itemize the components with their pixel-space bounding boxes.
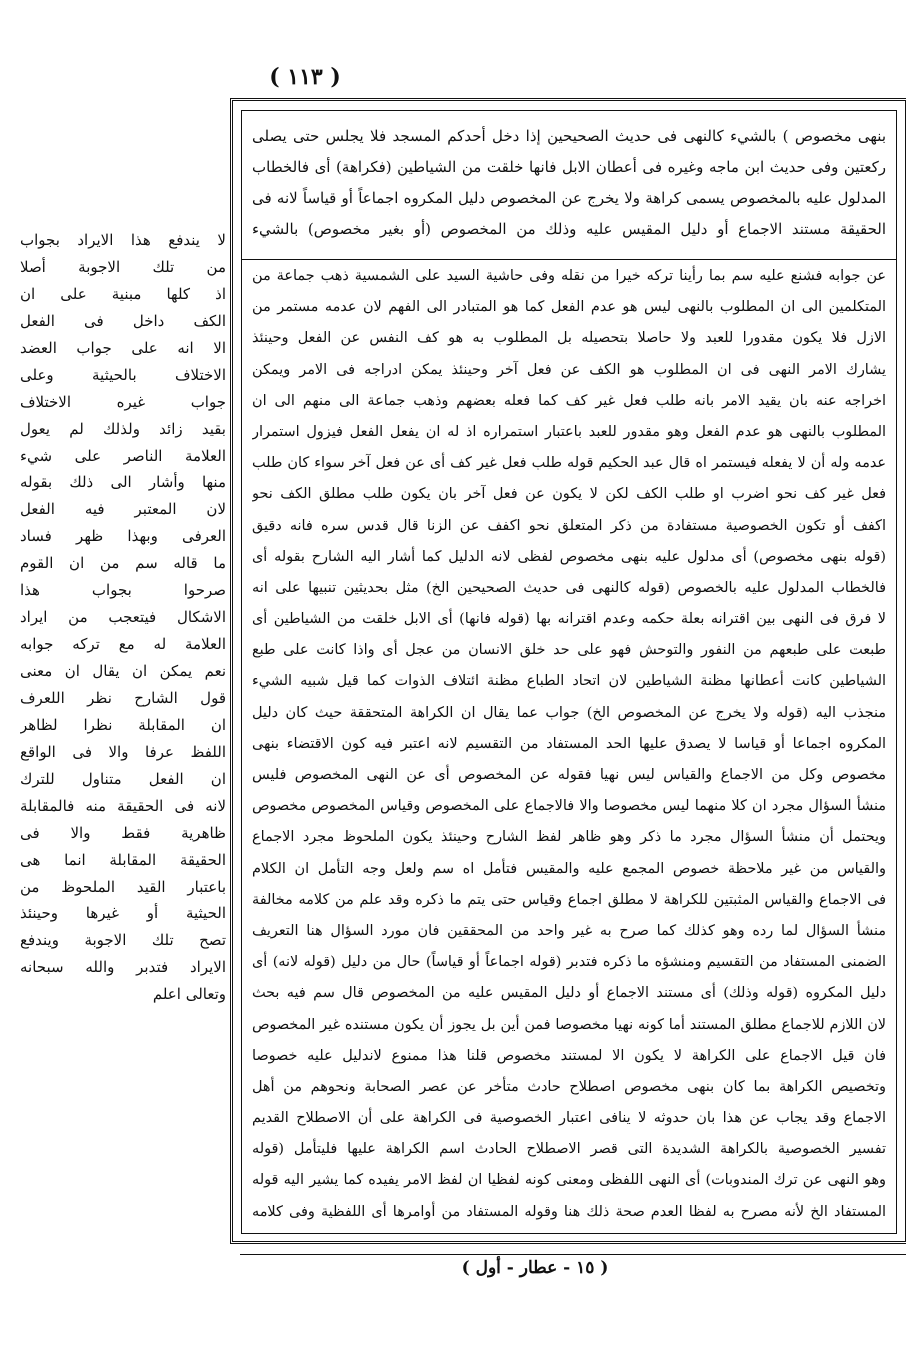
margin-note-line: ظاهرية فقط والا فى <box>20 823 226 842</box>
margin-note-line: العلامة له مع تركه جوابه <box>20 635 226 654</box>
margin-note-line: من تلك الاجوبة أصلا <box>20 257 226 276</box>
text-line: اكفف أو تكون الخصوصية مستفادة من ذكر المتعلق نحو اكفف عن الزنا قال قدس سره فانه دقيق <box>252 517 886 534</box>
text-line: ويحتمل أن منشأ السؤال مجرد ما ذكر وهو ظاهر لفظ الشارح وحينئذ يكون الملحوظ مجرد الاجماع <box>252 829 886 846</box>
margin-note-line: لان المعتبر فيه الفعل <box>20 500 226 519</box>
text-line: فان قيل الاجماع على الكراهة لا يكون الا لمستند مخصوص قلنا هذا ممنوع لاندليل عليه خصوصا <box>252 1047 886 1064</box>
margin-note-line: ما قاله سم من ان القوم <box>20 554 226 573</box>
margin-note-line: لا يندفع هذا الايراد بجواب <box>20 231 226 249</box>
text-line: لان اللازم للاجماع مطلق المستند أما كونه نهيا مخصوصا فمن أين بل يجوز أن يكون مستنده غير المخصوص <box>252 1016 886 1033</box>
text-line: الشياطين كانت أعطانها مظنة الشياطين لان اتحاد الطباع مظنة ائتلاف الذوات كما قيل شبيه الشيء <box>252 673 886 690</box>
text-line: الحقيقة مستند الاجماع أو دليل المقيس عليه وذلك من المخصوص (أو بغير مخصوص) بالشيء <box>252 220 886 238</box>
margin-note-line: اذ كلها مبنية على ان <box>20 284 226 303</box>
text-line: وهو النهى عن ترك المندوبات) أى النهى اللفظى ومعنى كونه لفظيا ان لفظ الامر يفيده كما يشير اليه قوله <box>252 1172 886 1189</box>
text-line: الاجماع وقد يجاب عن هذا بان حدوثه لا ينافى اعتبار الخصوصية فى الكراهة على أن الاصطلاح القديم <box>252 1110 886 1127</box>
margin-note-line: العرفى وبهذا ظهر فساد <box>20 527 226 546</box>
margin-note-line: باعتبار القيد الملحوظ من <box>20 877 226 896</box>
text-line: يشارك الامر النهى فى ان المطلوب هو الكف عن فعل آخر وحينئذ يمكن ادراجه فى الامر ويمكن <box>252 361 886 378</box>
margin-note-line: الا انه على جواب العضد <box>20 338 226 357</box>
text-line: عدمه وله أن لا يفعله فيستمر اه قال عبد الحكيم قوله طلب فعل غير كف أى عن فعل آخر سواء كان طلب <box>252 455 886 472</box>
margin-note-line: لانه فى الحقيقة منه فالمقابلة <box>20 796 226 815</box>
text-line: الازل فلا يكون مقدورا للعبد ولا حاصلا بتحصيله بل المطلوب به هو كف النفس عن الفعل وحينئذ <box>252 330 886 347</box>
margin-note-line: تصح تلك الاجوبة ويندفع <box>20 931 226 950</box>
text-line: ركعتين وفى حديث ابن ماجه وغيره فى أعطان الابل فانها خلقت من الشياطين (فكراهة) أى فالخطاب <box>252 158 886 176</box>
text-line: تفسير الخصوصية بالكراهة الشديدة التى قصر الاصطلاح الحادث اسم الكراهة عليها فليتأمل (قوله <box>252 1141 886 1158</box>
text-line: المتكلمين الى ان المطلوب بالنهى ليس هو عدم الفعل كما هو المتبادر الى الفهم لان عدمه مستمر من <box>252 299 886 316</box>
page-number: ( ١١٣ ) <box>269 64 341 90</box>
text-line: والقياس من غير ملاحظة خصوص المجمع عليه والمقيس فتأمل اه سم ولعل وجه التأمل ان الكلام <box>252 860 886 877</box>
text-line: دليل المكروه (قوله وذلك) أى مستند الاجماع أو دليل المقيس عليه من المخصوص قال سم فيه بحث <box>252 985 886 1002</box>
text-line: المستفاد الخ لأنه مصرح به لفظا العدم صحة ذلك هنا وقوله المستفاد من أوامرها أى اللفظية وفى كلامه <box>252 1203 886 1220</box>
margin-note-line: نعم يمكن ان يقال ان معنى <box>20 662 226 680</box>
text-line: المدلول عليه بالمخصوص يسمى كراهة ولا يخرج عن المخصوص دليل المكروه اجماعاً أو قياساً لانه فى <box>252 189 886 207</box>
margin-note-line: ان الفعل متناول للترك <box>20 769 226 788</box>
text-line: اخراجه عنه بان يقيد الامر بانه طلب فعل غير كف كما فعله بعضهم وذهب جماعة الى منهم الى ان <box>252 392 886 409</box>
text-line: الضمنى المستفاد من التقسيم ومنشؤه ما ذكره فتدبر (قوله اجماعاً أو قياساً) حال من دليل (قوله لانه) أى <box>252 954 886 971</box>
text-line: (قوله بنهى مخصوص) أى مدلول عليه بنهى مخصوص لفظى لانه الدليل كما أشار اليه الشارح بقوله أى <box>252 548 886 565</box>
text-line: طبعت على طبعهم من النفور والتوحش فهو على حد خلق الانسان من عجل أى واذا كانت على طبع <box>252 642 886 659</box>
commentary-block <box>242 261 896 1228</box>
text-line: منشأ السؤال مجرد ان كلا منهما ليس مخصوصا والا فالاجماع على المخصوص وقياس المخصوص مخصوص <box>252 798 886 815</box>
text-line: فى الاجماع والقياس المثبتين للكراهة لا مطلق اجماع وقياس حتى يتم ما ذكره وقد علم من كلامه مخالفة <box>252 891 886 908</box>
margin-note-line: جواب غيره الاختلاف <box>20 392 226 411</box>
text-line: عن جوابه فشنع عليه سم بما رأينا تركه خيرا من نقله وفى حاشية السيد على الشمسية ذهب جماعة من <box>252 268 886 284</box>
margin-note-line: صرحوا بجواب هذا <box>20 581 226 600</box>
footer-signature: ( ١٥ - عطار - أول ) <box>461 1258 609 1278</box>
text-line: لا فرق فى النهى بين اقترانه بعلة حكمه وعدم اقترانه بها (قوله فانها) أى الابل خلقت من الشياطين أى <box>252 611 886 628</box>
text-line: فعل غير كف نحو اضرب او طلب الكف لكن لا يكون عن فعل آخر بان يكون طلب مطلق الكف نحو <box>252 486 886 503</box>
margin-note-line: الحيثية أو غيرها وحينئذ <box>20 904 226 923</box>
margin-note-line: الحقيقة المقابلة انما هى <box>20 850 226 869</box>
margin-note-line: الاشكال فيتعجب من ايراد <box>20 608 226 627</box>
margin-note-line: الاختلاف بالحيثية وعلى <box>20 365 226 384</box>
main-text-block <box>242 121 896 245</box>
margin-note-line: العلامة الناصر على شيء <box>20 446 226 465</box>
text-line: فالخطاب المدلول عليه بالخصوص (قوله كالنهى فى حديث الصحيحين الخ) مثل بحديثين تنبيها على انه <box>252 579 886 596</box>
margin-note-line: ان المقابلة نظرا لظاهر <box>20 715 226 734</box>
text-line: مخصوص وكل من الاجماع والقياس ليس نهيا فقوله عن المخصوص أى عن النهى المخصوص فليس <box>252 767 886 783</box>
main-text-box <box>241 110 897 1234</box>
text-line: وتخصيص الكراهة بما كان بنهى مخصوص اصطلاح حادث متأخر عن عصر الصحابة ونحوهم من أهل <box>252 1078 886 1095</box>
margin-note-line: منها وأشار الى ذلك بقوله <box>20 473 226 492</box>
margin-note-line: قول الشارح نظر اللعرف <box>20 688 226 707</box>
margin-note-line: وتعالى اعلم <box>152 985 226 1004</box>
text-line: المطلوب بالنهى هو عدم الفعل وهو مقدور للعبد باعتبار استمراره اذ له ان يفعل الفعل فيزول استمرار <box>252 423 886 440</box>
text-line: منشأ السؤال لما رده وهو كذلك كما صرح به غير واحد من المحققين فان مورد السؤال هنا التعريف <box>252 922 886 939</box>
footer-rule <box>240 1254 906 1255</box>
text-line: المكروه اجماعا أو قياسا لا يصدق عليها الحد المستفاد من التقسيم لانه اعتبر فيه كون الاقتضاء بنهى <box>252 735 886 752</box>
section-divider <box>242 259 896 260</box>
margin-note-line: اللفظ عرفا والا فى الواقع <box>20 742 226 761</box>
text-line: بنهى مخصوص ) بالشيء كالنهى فى حديث الصحيحين إذا دخل أحدكم المسجد فلا يجلس حتى يصلى <box>252 127 886 145</box>
margin-note-line: بقيد زائد ولذلك لم يعول <box>20 419 226 438</box>
text-line: منجذب اليه (قوله ولا يخرج عن المخصوص الخ) جواب عما يقال ان الكراهة المتحققة حيث كان دليل <box>252 704 886 721</box>
margin-notes <box>20 227 226 1008</box>
margin-note-line: الكف داخل فى الفعل <box>20 311 226 330</box>
margin-note-line: الايراد فتدبر والله سبحانه <box>20 958 226 977</box>
